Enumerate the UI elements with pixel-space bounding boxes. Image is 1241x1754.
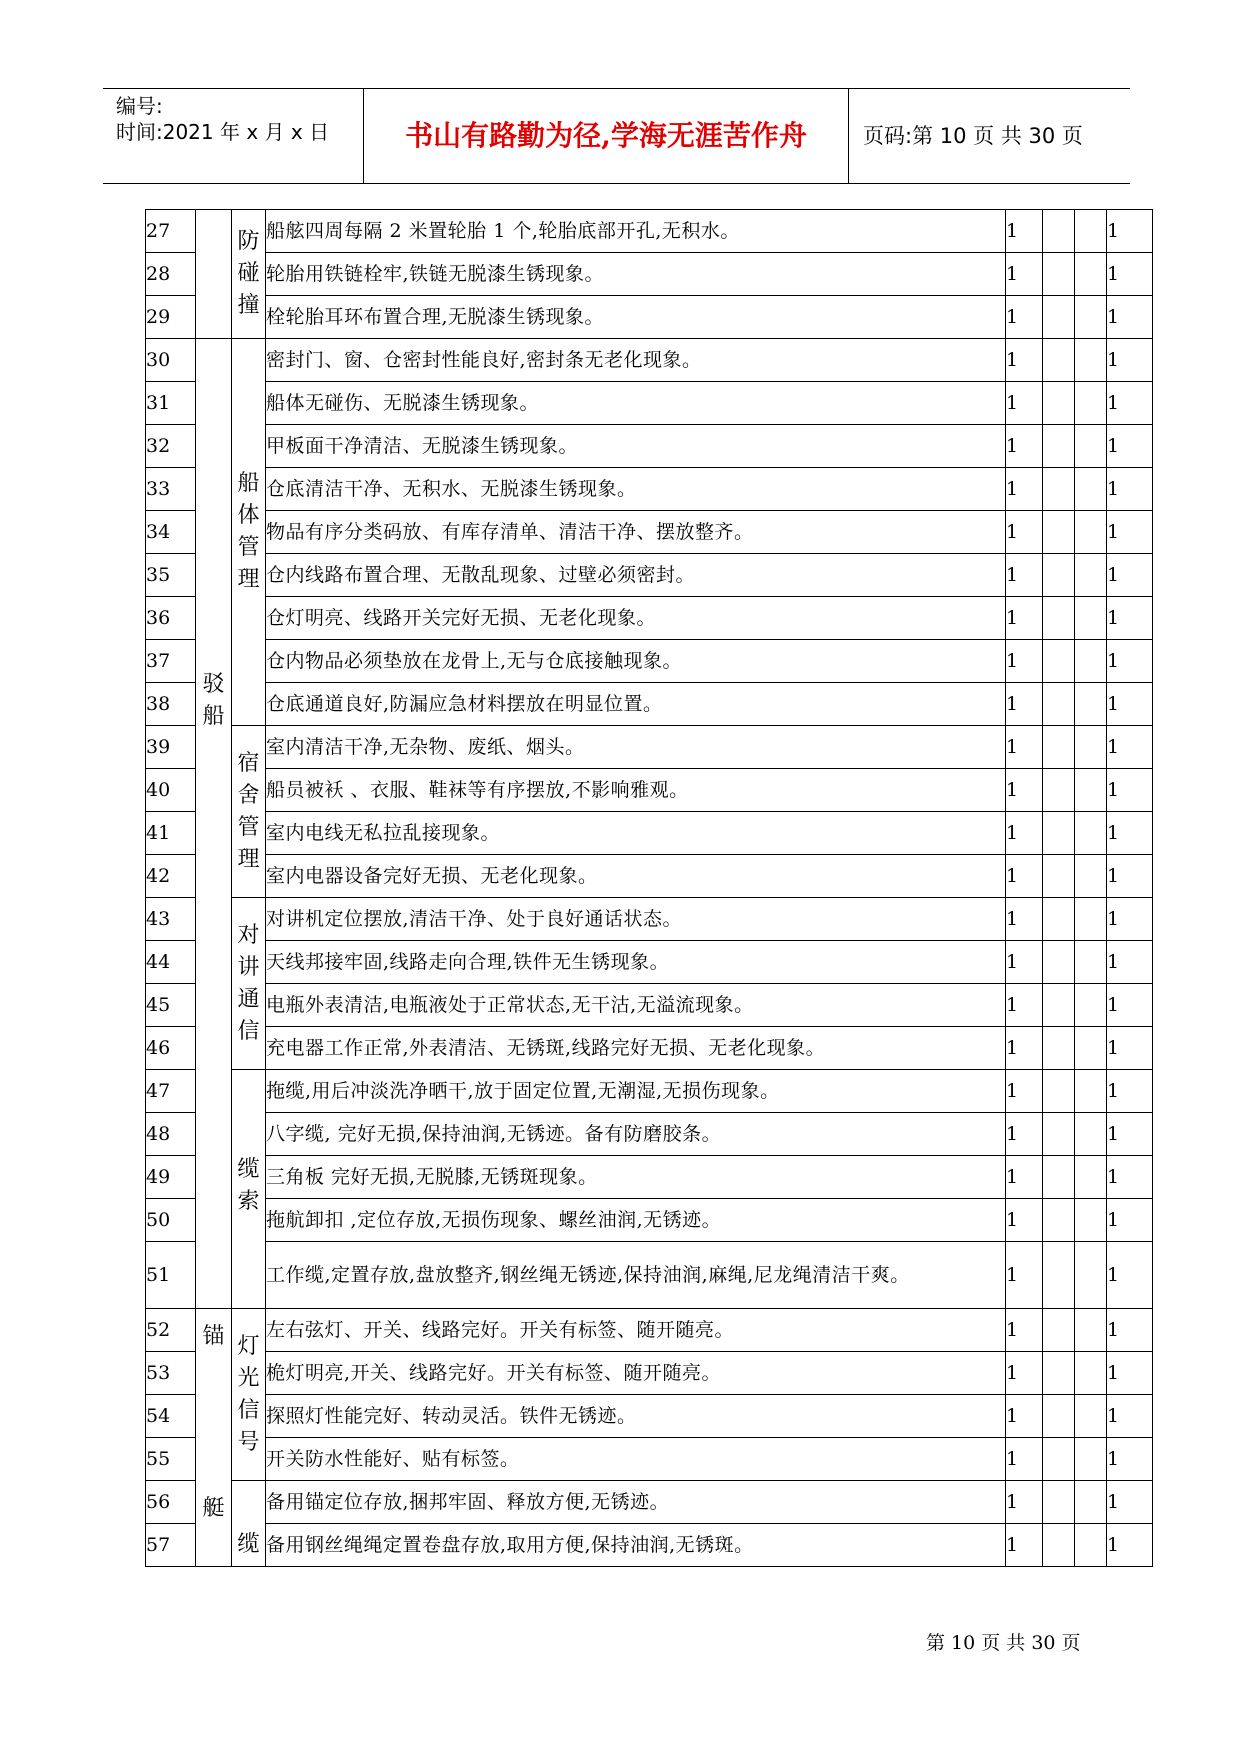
score-cell-c3 <box>1075 339 1107 382</box>
score-cell-c3 <box>1075 1113 1107 1156</box>
subcategory-cell <box>232 898 266 1070</box>
score-cell-c4: 1 <box>1107 597 1153 640</box>
requirement-text-cell: 船体无碰伤、无脱漆生锈现象。 <box>266 382 1006 425</box>
row-number-cell: 46 <box>146 1027 196 1070</box>
table-row <box>146 1027 1153 1070</box>
score-cell-c1: 1 <box>1006 1027 1043 1070</box>
row-number-cell: 39 <box>146 726 196 769</box>
score-cell-c4: 1 <box>1107 1199 1153 1242</box>
requirement-text-cell: 左右弦灯、开关、线路完好。开关有标签、随开随亮。 <box>266 1309 1006 1352</box>
score-cell-c2 <box>1043 941 1075 984</box>
score-cell-c1: 1 <box>1006 210 1043 253</box>
table-row <box>146 296 1153 339</box>
requirement-text-cell: 栓轮胎耳环布置合理,无脱漆生锈现象。 <box>266 296 1006 339</box>
score-cell-c1: 1 <box>1006 769 1043 812</box>
subcategory-cell <box>232 726 266 898</box>
score-cell-c2 <box>1043 1352 1075 1395</box>
score-cell-c3 <box>1075 984 1107 1027</box>
row-number-cell: 33 <box>146 468 196 511</box>
score-cell-c3 <box>1075 726 1107 769</box>
score-cell-c2 <box>1043 683 1075 726</box>
score-cell-c4: 1 <box>1107 339 1153 382</box>
table-row <box>146 812 1153 855</box>
score-cell-c1: 1 <box>1006 726 1043 769</box>
category-cell <box>196 210 232 339</box>
requirement-text-cell: 室内清洁干净,无杂物、废纸、烟头。 <box>266 726 1006 769</box>
score-cell-c4: 1 <box>1107 812 1153 855</box>
category-cell <box>196 1309 232 1567</box>
requirement-text-cell: 室内电器设备完好无损、无老化现象。 <box>266 855 1006 898</box>
score-cell-c4: 1 <box>1107 640 1153 683</box>
score-cell-c1: 1 <box>1006 1156 1043 1199</box>
header-meta-cell <box>103 89 363 183</box>
table-row <box>146 1352 1153 1395</box>
score-cell-c3 <box>1075 296 1107 339</box>
score-cell-c1: 1 <box>1006 296 1043 339</box>
row-number-cell: 45 <box>146 984 196 1027</box>
row-number-cell: 56 <box>146 1481 196 1524</box>
subcategory-label: 缆 <box>237 1531 260 1557</box>
row-number-cell: 47 <box>146 1070 196 1113</box>
score-cell-c1: 1 <box>1006 1242 1043 1309</box>
score-cell-c2 <box>1043 769 1075 812</box>
category-cell <box>196 339 232 1309</box>
requirement-text-cell: 仓内线路布置合理、无散乱现象、过壁必须密封。 <box>266 554 1006 597</box>
score-cell-c1: 1 <box>1006 1113 1043 1156</box>
row-number-cell: 38 <box>146 683 196 726</box>
table-row <box>146 769 1153 812</box>
document-time-label: 时间:2021 年 x 月 x 日 <box>116 120 330 144</box>
score-cell-c1: 1 <box>1006 683 1043 726</box>
score-cell-c2 <box>1043 597 1075 640</box>
subcategory-label: 缆索 <box>237 1157 260 1214</box>
score-cell-c1: 1 <box>1006 855 1043 898</box>
score-cell-c1: 1 <box>1006 339 1043 382</box>
score-cell-c1: 1 <box>1006 382 1043 425</box>
requirement-text-cell: 探照灯性能完好、转动灵活。铁件无锈迹。 <box>266 1395 1006 1438</box>
requirement-text-cell: 仓灯明亮、线路开关完好无损、无老化现象。 <box>266 597 1006 640</box>
score-cell-c1: 1 <box>1006 1309 1043 1352</box>
table-row <box>146 640 1153 683</box>
score-cell-c3 <box>1075 1027 1107 1070</box>
row-number-cell: 30 <box>146 339 196 382</box>
score-cell-c3 <box>1075 683 1107 726</box>
row-number-cell: 36 <box>146 597 196 640</box>
row-number-cell: 54 <box>146 1395 196 1438</box>
score-cell-c4: 1 <box>1107 984 1153 1027</box>
table-row <box>146 511 1153 554</box>
table-row <box>146 1199 1153 1242</box>
score-cell-c4: 1 <box>1107 511 1153 554</box>
score-cell-c2 <box>1043 984 1075 1027</box>
score-cell-c2 <box>1043 253 1075 296</box>
score-cell-c2 <box>1043 296 1075 339</box>
table-row <box>146 898 1153 941</box>
row-number-cell: 50 <box>146 1199 196 1242</box>
score-cell-c3 <box>1075 382 1107 425</box>
score-cell-c3 <box>1075 640 1107 683</box>
score-cell-c2 <box>1043 640 1075 683</box>
score-cell-c2 <box>1043 1395 1075 1438</box>
score-cell-c4: 1 <box>1107 1027 1153 1070</box>
score-cell-c3 <box>1075 1199 1107 1242</box>
table-row <box>146 339 1153 382</box>
table-row <box>146 683 1153 726</box>
score-cell-c3 <box>1075 1524 1107 1567</box>
row-number-cell: 55 <box>146 1438 196 1481</box>
score-cell-c2 <box>1043 812 1075 855</box>
row-number-cell: 40 <box>146 769 196 812</box>
subcategory-label: 船体管理 <box>237 471 260 592</box>
row-number-cell: 42 <box>146 855 196 898</box>
score-cell-c2 <box>1043 1199 1075 1242</box>
score-cell-c4: 1 <box>1107 468 1153 511</box>
row-number-cell: 48 <box>146 1113 196 1156</box>
subcategory-cell <box>232 339 266 726</box>
row-number-cell: 31 <box>146 382 196 425</box>
row-number-cell: 53 <box>146 1352 196 1395</box>
score-cell-c2 <box>1043 1027 1075 1070</box>
table-row <box>146 554 1153 597</box>
score-cell-c4: 1 <box>1107 1352 1153 1395</box>
requirement-text-cell: 工作缆,定置存放,盘放整齐,钢丝绳无锈迹,保持油润,麻绳,尼龙绳清洁干爽。 <box>266 1242 1006 1309</box>
score-cell-c3 <box>1075 597 1107 640</box>
score-cell-c4: 1 <box>1107 941 1153 984</box>
table-row <box>146 1395 1153 1438</box>
score-cell-c3 <box>1075 1242 1107 1309</box>
category-label: 锚 <box>202 1324 225 1349</box>
header-page-cell <box>849 89 1129 183</box>
score-cell-c3 <box>1075 812 1107 855</box>
table-row <box>146 1113 1153 1156</box>
category-label: 艇 <box>202 1496 225 1521</box>
subcategory-label: 对讲通信 <box>237 922 260 1044</box>
table-row <box>146 1309 1153 1352</box>
score-cell-c1: 1 <box>1006 468 1043 511</box>
score-cell-c4: 1 <box>1107 1070 1153 1113</box>
score-cell-c3 <box>1075 425 1107 468</box>
table-row <box>146 1070 1153 1113</box>
table-row <box>146 1524 1153 1567</box>
score-cell-c1: 1 <box>1006 253 1043 296</box>
table-row <box>146 984 1153 1027</box>
score-cell-c2 <box>1043 726 1075 769</box>
table-row <box>146 382 1153 425</box>
score-cell-c1: 1 <box>1006 812 1043 855</box>
score-cell-c3 <box>1075 554 1107 597</box>
row-number-cell: 43 <box>146 898 196 941</box>
score-cell-c4: 1 <box>1107 554 1153 597</box>
requirement-text-cell: 船员被袄 、衣服、鞋袜等有序摆放,不影响雅观。 <box>266 769 1006 812</box>
score-cell-c3 <box>1075 210 1107 253</box>
requirement-text-cell: 天线邦接牢固,线路走向合理,铁件无生锈现象。 <box>266 941 1006 984</box>
requirement-text-cell: 备用锚定位存放,捆邦牢固、释放方便,无锈迹。 <box>266 1481 1006 1524</box>
score-cell-c1: 1 <box>1006 1352 1043 1395</box>
table-row <box>146 1481 1153 1524</box>
table-row <box>146 210 1153 253</box>
score-cell-c3 <box>1075 1395 1107 1438</box>
row-number-cell: 37 <box>146 640 196 683</box>
score-cell-c2 <box>1043 554 1075 597</box>
score-cell-c3 <box>1075 1438 1107 1481</box>
header-motto-cell <box>363 89 849 183</box>
requirement-text-cell: 室内电线无私拉乱接现象。 <box>266 812 1006 855</box>
score-cell-c3 <box>1075 769 1107 812</box>
score-cell-c2 <box>1043 339 1075 382</box>
subcategory-cell <box>232 210 266 339</box>
score-cell-c4: 1 <box>1107 1395 1153 1438</box>
row-number-cell: 29 <box>146 296 196 339</box>
score-cell-c4: 1 <box>1107 296 1153 339</box>
score-cell-c4: 1 <box>1107 253 1153 296</box>
requirement-text-cell: 对讲机定位摆放,清洁干净、处于良好通话状态。 <box>266 898 1006 941</box>
score-cell-c3 <box>1075 855 1107 898</box>
table-row <box>146 425 1153 468</box>
requirement-text-cell: 仓内物品必须垫放在龙骨上,无与仓底接触现象。 <box>266 640 1006 683</box>
row-number-cell: 32 <box>146 425 196 468</box>
score-cell-c4: 1 <box>1107 1524 1153 1567</box>
document-number-label: 编号: <box>116 94 163 118</box>
subcategory-label: 宿舍管理 <box>237 750 260 872</box>
table-row <box>146 1242 1153 1309</box>
score-cell-c1: 1 <box>1006 1524 1043 1567</box>
score-cell-c4: 1 <box>1107 425 1153 468</box>
score-cell-c2 <box>1043 1309 1075 1352</box>
score-cell-c4: 1 <box>1107 1481 1153 1524</box>
requirement-text-cell: 仓底通道良好,防漏应急材料摆放在明显位置。 <box>266 683 1006 726</box>
requirement-text-cell: 物品有序分类码放、有库存清单、清洁干净、摆放整齐。 <box>266 511 1006 554</box>
category-label: 驳船 <box>202 672 225 729</box>
subcategory-cell <box>232 1524 266 1567</box>
score-cell-c2 <box>1043 898 1075 941</box>
table-row <box>146 468 1153 511</box>
table-row <box>146 726 1153 769</box>
score-cell-c2 <box>1043 1156 1075 1199</box>
score-cell-c4: 1 <box>1107 210 1153 253</box>
score-cell-c2 <box>1043 1070 1075 1113</box>
table-row <box>146 855 1153 898</box>
score-cell-c1: 1 <box>1006 1070 1043 1113</box>
requirement-text-cell: 船舷四周每隔 2 米置轮胎 1 个,轮胎底部开孔,无积水。 <box>266 210 1006 253</box>
inspection-table-wrapper <box>145 209 1152 1576</box>
score-cell-c4: 1 <box>1107 1309 1153 1352</box>
score-cell-c1: 1 <box>1006 425 1043 468</box>
table-row <box>146 941 1153 984</box>
table-row <box>146 1438 1153 1481</box>
score-cell-c1: 1 <box>1006 984 1043 1027</box>
requirement-text-cell: 甲板面干净清洁、无脱漆生锈现象。 <box>266 425 1006 468</box>
score-cell-c3 <box>1075 1070 1107 1113</box>
score-cell-c4: 1 <box>1107 1156 1153 1199</box>
table-row <box>146 1156 1153 1199</box>
row-number-cell: 41 <box>146 812 196 855</box>
requirement-text-cell: 备用钢丝绳绳定置卷盘存放,取用方便,保持油润,无锈斑。 <box>266 1524 1006 1567</box>
inspection-table-body <box>146 210 1153 1567</box>
row-number-cell: 51 <box>146 1242 196 1309</box>
score-cell-c1: 1 <box>1006 1395 1043 1438</box>
row-number-cell: 52 <box>146 1309 196 1352</box>
score-cell-c4: 1 <box>1107 1242 1153 1309</box>
score-cell-c2 <box>1043 382 1075 425</box>
score-cell-c2 <box>1043 1524 1075 1567</box>
page-header <box>103 88 1130 184</box>
requirement-text-cell: 拖航卸扣 ,定位存放,无损伤现象、螺丝油润,无锈迹。 <box>266 1199 1006 1242</box>
score-cell-c4: 1 <box>1107 683 1153 726</box>
table-row <box>146 597 1153 640</box>
subcategory-cell <box>232 1481 266 1524</box>
requirement-text-cell: 拖缆,用后冲淡洗净晒干,放于固定位置,无潮湿,无损伤现象。 <box>266 1070 1006 1113</box>
footer-page-number: 第 10 页 共 30 页 <box>926 1632 1081 1654</box>
score-cell-c4: 1 <box>1107 769 1153 812</box>
score-cell-c3 <box>1075 511 1107 554</box>
requirement-text-cell: 电瓶外表清洁,电瓶液处于正常状态,无干沽,无溢流现象。 <box>266 984 1006 1027</box>
requirement-text-cell: 三角板 完好无损,无脱膝,无锈斑现象。 <box>266 1156 1006 1199</box>
score-cell-c4: 1 <box>1107 726 1153 769</box>
row-number-cell: 34 <box>146 511 196 554</box>
requirement-text-cell: 八字缆, 完好无损,保持油润,无锈迹。备有防磨胶条。 <box>266 1113 1006 1156</box>
subcategory-cell <box>232 1309 266 1481</box>
subcategory-cell <box>232 1070 266 1309</box>
row-number-cell: 27 <box>146 210 196 253</box>
score-cell-c4: 1 <box>1107 855 1153 898</box>
score-cell-c4: 1 <box>1107 1438 1153 1481</box>
header-page-number: 页码:第 10 页 共 30 页 <box>863 124 1083 148</box>
score-cell-c2 <box>1043 855 1075 898</box>
score-cell-c2 <box>1043 511 1075 554</box>
row-number-cell: 57 <box>146 1524 196 1567</box>
score-cell-c2 <box>1043 425 1075 468</box>
score-cell-c3 <box>1075 1156 1107 1199</box>
score-cell-c1: 1 <box>1006 1199 1043 1242</box>
score-cell-c1: 1 <box>1006 1481 1043 1524</box>
score-cell-c3 <box>1075 941 1107 984</box>
score-cell-c1: 1 <box>1006 554 1043 597</box>
score-cell-c1: 1 <box>1006 1438 1043 1481</box>
score-cell-c1: 1 <box>1006 511 1043 554</box>
score-cell-c2 <box>1043 1438 1075 1481</box>
requirement-text-cell: 密封门、窗、仓密封性能良好,密封条无老化现象。 <box>266 339 1006 382</box>
requirement-text-cell: 仓底清洁干净、无积水、无脱漆生锈现象。 <box>266 468 1006 511</box>
requirement-text-cell: 轮胎用铁链栓牢,铁链无脱漆生锈现象。 <box>266 253 1006 296</box>
row-number-cell: 28 <box>146 253 196 296</box>
score-cell-c2 <box>1043 468 1075 511</box>
score-cell-c3 <box>1075 253 1107 296</box>
score-cell-c1: 1 <box>1006 941 1043 984</box>
score-cell-c3 <box>1075 1352 1107 1395</box>
score-cell-c3 <box>1075 1309 1107 1352</box>
score-cell-c3 <box>1075 1481 1107 1524</box>
score-cell-c3 <box>1075 468 1107 511</box>
score-cell-c4: 1 <box>1107 382 1153 425</box>
requirement-text-cell: 开关防水性能好、贴有标签。 <box>266 1438 1006 1481</box>
score-cell-c1: 1 <box>1006 640 1043 683</box>
score-cell-c1: 1 <box>1006 898 1043 941</box>
score-cell-c4: 1 <box>1107 1113 1153 1156</box>
row-number-cell: 44 <box>146 941 196 984</box>
header-motto: 书山有路勤为径,学海无涯苦作舟 <box>405 119 807 152</box>
subcategory-label: 防碰撞 <box>237 229 260 318</box>
table-row <box>146 253 1153 296</box>
score-cell-c1: 1 <box>1006 597 1043 640</box>
requirement-text-cell: 充电器工作正常,外表清洁、无锈斑,线路完好无损、无老化现象。 <box>266 1027 1006 1070</box>
score-cell-c2 <box>1043 1113 1075 1156</box>
score-cell-c3 <box>1075 898 1107 941</box>
requirement-text-cell: 桅灯明亮,开关、线路完好。开关有标签、随开随亮。 <box>266 1352 1006 1395</box>
score-cell-c4: 1 <box>1107 898 1153 941</box>
score-cell-c2 <box>1043 1242 1075 1309</box>
score-cell-c2 <box>1043 1481 1075 1524</box>
subcategory-label: 灯光信号 <box>237 1333 260 1455</box>
row-number-cell: 35 <box>146 554 196 597</box>
row-number-cell: 49 <box>146 1156 196 1199</box>
score-cell-c2 <box>1043 210 1075 253</box>
inspection-table <box>145 209 1153 1567</box>
